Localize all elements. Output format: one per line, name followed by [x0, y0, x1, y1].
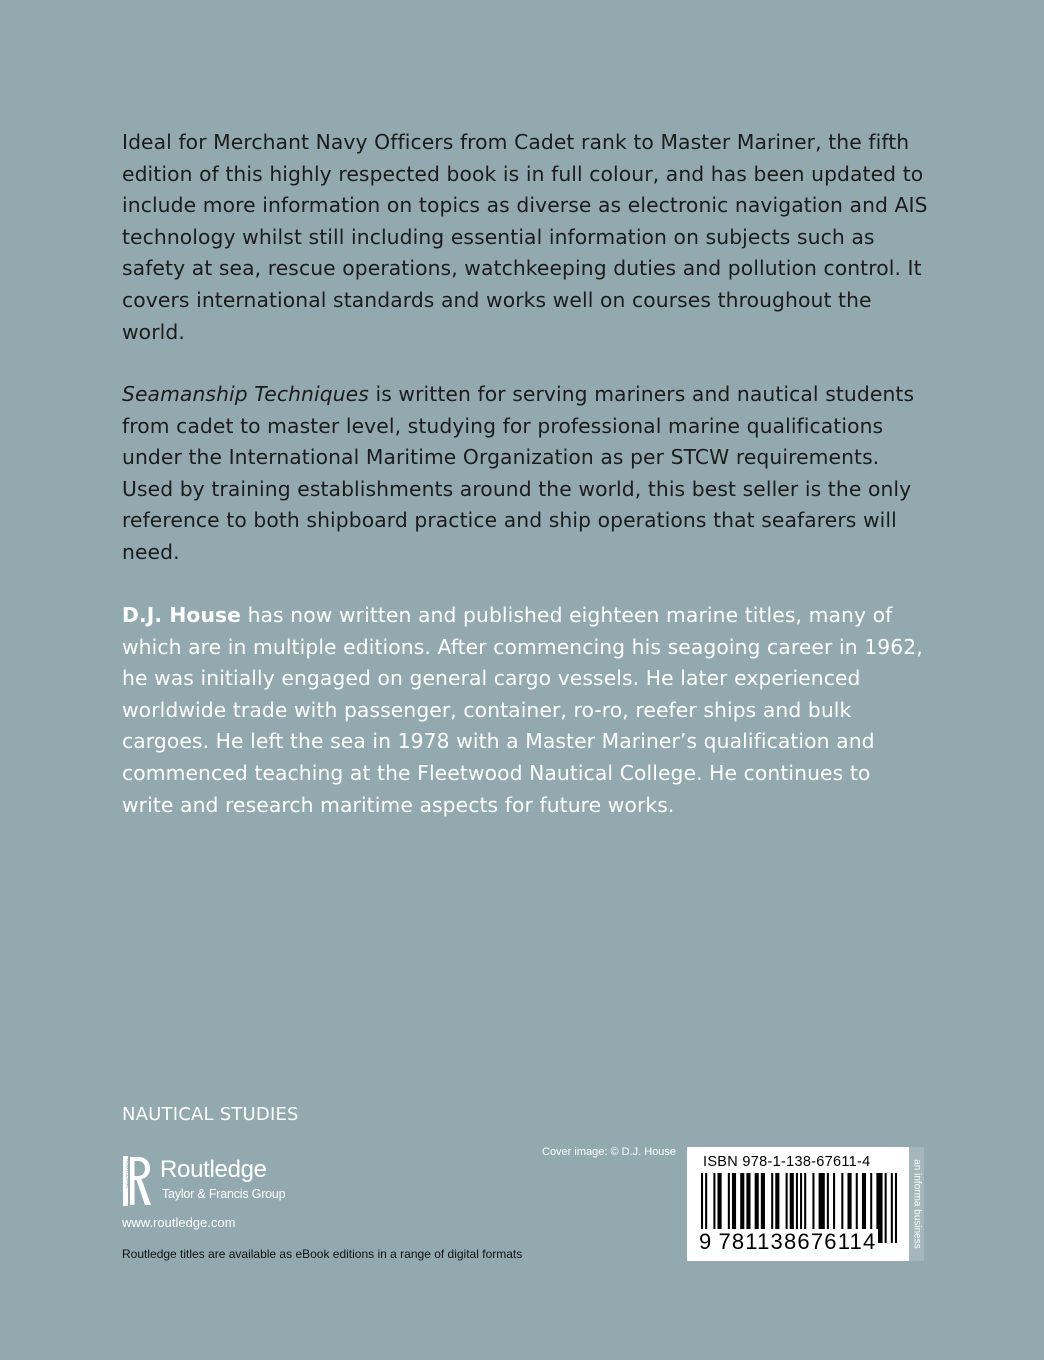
- barcode-digit-string: 781138676114: [718, 1229, 877, 1254]
- barcode-bar: [895, 1173, 897, 1243]
- barcode-digits: [697, 1229, 878, 1255]
- description-text-1: Ideal for Merchant Navy Officers from Cadet rank to Master Mariner, the fifth edition of this highly respected book is in full colour, and has been updated to include more information on topics as diverse as electronic navigation and AIS technology whilst still including essential information on subjects such as safety at sea, rescue operations, watchkeeping duties and pollution control. It covers international standards and works well on courses throughout the world.: [122, 130, 928, 344]
- description-text-2: is written for serving mariners and nautical students from cadet to master level, studying for professional marine qualifications under the International Maritime Organization as per STCW requirements. Used by training establishments around the world, this best seller is the only reference to both shipboard practice and ship operations that seafarers will need.: [122, 382, 915, 564]
- cover-image-credit: Cover image: © D.J. House: [542, 1146, 677, 1158]
- author-bio: [122, 600, 928, 821]
- series-label: NAUTICAL STUDIES: [122, 1104, 299, 1125]
- author-name: D.J. House: [122, 603, 242, 627]
- routledge-logo: [122, 1155, 342, 1207]
- informa-tag: [909, 1147, 924, 1261]
- description-paragraph-1: [122, 127, 928, 348]
- routledge-logo-vertical-text: ROUTLEDGE: [124, 1158, 130, 1189]
- publisher-name: Routledge: [160, 1156, 267, 1183]
- barcode-bar: [891, 1173, 893, 1243]
- barcode-bar: [885, 1173, 887, 1243]
- author-bio-text: has now written and published eighteen marine titles, many of which are in multiple editions. After commencing his seagoing career in 1962, he was initially engaged on general cargo vessels. He later experienced worldwide trade with passenger, container, ro-ro, reefer ships and bulk cargoes. He left the sea in 1978 with a Master Mariner’s qualification and commenced teaching at the Fleetwood Nautical College. He continues to write and research maritime aspects for future works.: [122, 603, 923, 817]
- isbn-barcode: [687, 1147, 909, 1261]
- routledge-logo-icon: [122, 1155, 152, 1207]
- publisher-group: Taylor & Francis Group: [162, 1187, 286, 1201]
- isbn-number: ISBN 978-1-138-67611-4: [703, 1154, 871, 1170]
- book-title-italic: Seamanship Techniques: [122, 382, 369, 406]
- publisher-website-link[interactable]: www.routledge.com: [122, 1215, 236, 1230]
- description-paragraph-2: [122, 379, 928, 569]
- ebook-availability-note: Routledge titles are available as eBook editions in a range of digital formats: [122, 1247, 523, 1261]
- barcode-first-digit: 9: [699, 1229, 713, 1254]
- informa-business-label: an informa business: [911, 1159, 922, 1249]
